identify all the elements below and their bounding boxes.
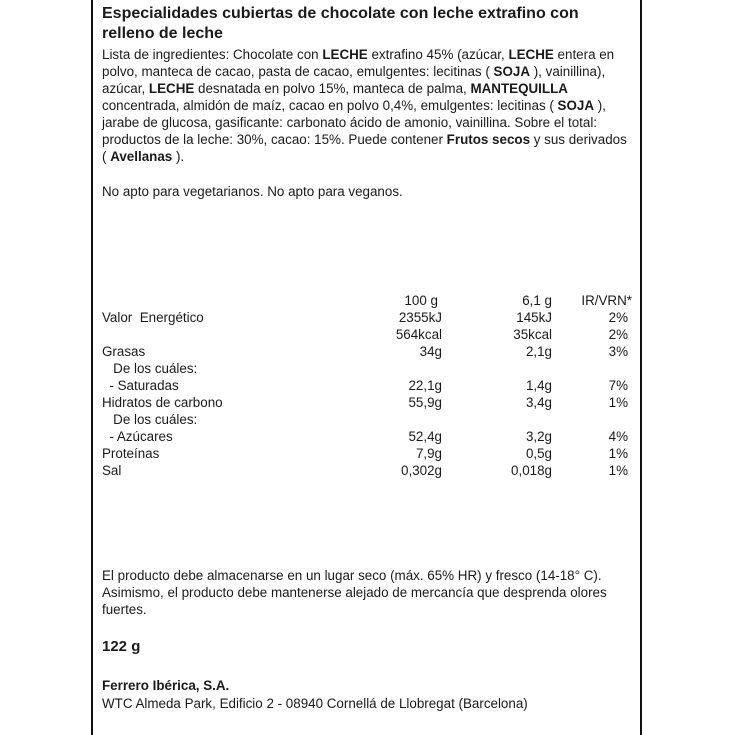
allergen-highlight: LECHE <box>322 47 368 62</box>
ingredient-text: extrafino 45% (azúcar, <box>367 47 509 62</box>
allergen-highlight: LECHE <box>148 81 195 96</box>
value-ir: 4% <box>608 429 628 444</box>
value-per-100g: 55,9g <box>408 395 442 410</box>
ingredient-text: ). <box>172 149 185 164</box>
value-per-portion: 1,4g <box>525 378 552 393</box>
value-per-portion: 0,5g <box>525 446 552 461</box>
value-per-portion: 145kJ <box>516 310 552 325</box>
nutrition-row <box>102 377 632 394</box>
nutrient-name: - Saturadas <box>102 378 179 393</box>
value-per-portion: 2,1g <box>525 344 552 359</box>
net-weight: 122 g <box>102 638 141 655</box>
nutrient-name: Valor Energético <box>102 310 204 325</box>
value-per-100g: 34g <box>419 344 442 359</box>
value-ir: 3% <box>608 344 628 359</box>
nutrient-name: Grasas <box>102 344 146 359</box>
value-per-100g: 0,302g <box>401 463 442 478</box>
allergen-highlight: MANTEQUILLA <box>470 81 568 96</box>
ingredients-list <box>102 46 632 165</box>
value-per-100g: 22,1g <box>408 378 442 393</box>
nutrition-header-portion: 6,1 g <box>522 293 552 308</box>
ingredient-text: concentrada, almidón de maíz, cacao en polvo 0,4%, emulgentes: lecitinas ( <box>102 98 558 113</box>
nutrition-row <box>102 360 632 377</box>
nutrient-name: De los cuáles: <box>102 361 198 376</box>
nutrition-row <box>102 428 632 445</box>
nutrition-row <box>102 411 632 428</box>
value-per-100g: 564kcal <box>395 327 442 342</box>
value-ir: 7% <box>608 378 628 393</box>
value-per-100g: 52,4g <box>408 429 442 444</box>
nutrient-name: Sal <box>102 463 122 478</box>
allergen-highlight: SOJA <box>557 98 595 113</box>
value-ir: 2% <box>608 310 628 325</box>
company-address: WTC Almeda Park, Edificio 2 - 08940 Cornellá de Llobregat (Barcelona) <box>102 696 528 711</box>
value-per-portion: 3,2g <box>525 429 552 444</box>
ingredient-text: ), vainillina), azúcar, <box>102 64 606 96</box>
value-per-portion: 35kcal <box>513 327 552 342</box>
value-ir: 2% <box>608 327 628 342</box>
nutrition-row <box>102 309 632 326</box>
value-per-portion: 0,018g <box>511 463 552 478</box>
ingredient-text: ), jarabe de glucosa, gasificante: carbonato ácido de amonio, vainillina. Sobre el total: productos de la leche: 30%, cacao: 15%. Puede contener <box>102 98 606 147</box>
nutrition-header-row <box>102 292 632 309</box>
diet-note: No apto para vegetarianos. No apto para veganos. <box>102 184 403 199</box>
nutrition-header-per100: 100 g <box>404 293 438 308</box>
nutrition-header-ir: IR/VRN* <box>581 293 632 308</box>
nutrition-row <box>102 445 632 462</box>
nutrition-row <box>102 326 632 343</box>
value-per-portion: 3,4g <box>525 395 552 410</box>
ingredient-text: desnatada en polvo 15%, manteca de palma, <box>194 81 471 96</box>
value-ir: 1% <box>608 446 628 461</box>
ingredient-text: y sus derivados ( <box>102 132 627 164</box>
value-per-100g: 7,9g <box>415 446 442 461</box>
ingredient-text: Lista de ingredientes: Chocolate con <box>102 47 323 62</box>
nutrition-row <box>102 394 632 411</box>
nutrition-row <box>102 343 632 360</box>
storage-instructions: El producto debe almacenarse en un lugar seco (máx. 65% HR) y fresco (14-18° C). Asimismo, el producto debe mantenerse alejado de mercancía que desprenda olores fuertes. <box>102 568 607 617</box>
nutrient-name: - Azúcares <box>102 429 173 444</box>
value-ir: 1% <box>608 395 628 410</box>
nutrient-name: Proteínas <box>102 446 160 461</box>
nutrient-name: Hidratos de carbono <box>102 395 223 410</box>
company-name: Ferrero Ibérica, S.A. <box>102 678 230 693</box>
value-per-100g: 2355kJ <box>398 310 442 325</box>
allergen-highlight: LECHE <box>508 47 554 62</box>
nutrition-row <box>102 462 632 479</box>
product-title: Especialidades cubiertas de chocolate con leche extrafino con relleno de leche <box>102 5 579 42</box>
nutrient-name: De los cuáles: <box>102 412 198 427</box>
allergen-highlight: SOJA <box>493 64 531 79</box>
nutrition-table <box>102 292 632 479</box>
allergen-highlight: Avellanas <box>110 149 173 164</box>
allergen-highlight: Frutos secos <box>446 132 531 147</box>
value-ir: 1% <box>608 463 628 478</box>
ingredient-text: entera en polvo, manteca de cacao, pasta de cacao, emulgentes: lecitinas ( <box>102 47 615 79</box>
